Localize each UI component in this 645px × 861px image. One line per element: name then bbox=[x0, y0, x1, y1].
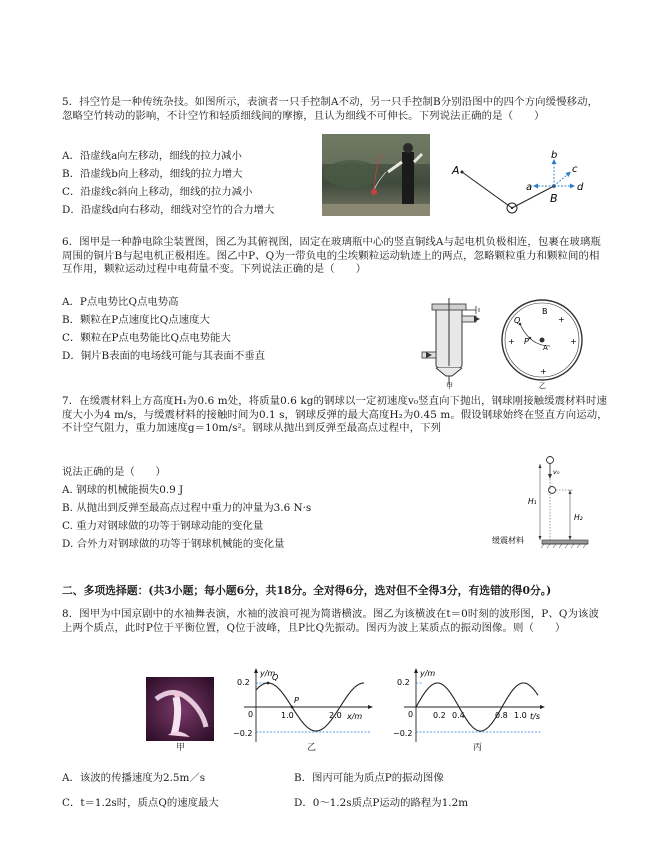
yi-label-Q: Q bbox=[514, 316, 521, 325]
yi-plus-right: + bbox=[570, 337, 577, 346]
bing-ylabel: y/m bbox=[420, 669, 436, 678]
yi-tick-1: 1.0 bbox=[281, 711, 294, 720]
diabolo-performer-photo bbox=[322, 134, 430, 216]
yi-caption: 乙 bbox=[539, 382, 546, 390]
label-c: c bbox=[572, 164, 578, 175]
yi-origin: 0 bbox=[248, 710, 254, 719]
label-H2: H₂ bbox=[574, 513, 583, 522]
yi-top-tick: 0.2 bbox=[237, 678, 250, 687]
yi-tick-2: 2.0 bbox=[329, 711, 342, 720]
q5-string-diagram bbox=[450, 148, 590, 220]
bing-top-tick: 0.2 bbox=[397, 678, 410, 687]
bing-tick-3: 0.8 bbox=[495, 711, 508, 720]
q6-option-c: C．颗粒在P点电势能比Q点电势能大 bbox=[62, 332, 231, 344]
label-material: 缓震材料 bbox=[492, 536, 524, 545]
yi-label-Q: Q bbox=[272, 673, 279, 682]
q8-sleeve-dance-photo bbox=[146, 677, 214, 741]
q7-stem-continued: 说法正确的是（ ） bbox=[62, 466, 166, 478]
q8-option-d: D．0～1.2s质点P运动的路程为1.2m bbox=[294, 797, 469, 809]
bing-origin: 0 bbox=[408, 710, 414, 719]
q8-jia-caption: 甲 bbox=[176, 743, 186, 753]
q8-stem: 8．图甲为中国京剧中的水袖舞表演，水袖的波浪可视为简谐横波。图乙为该横波在t＝0时刻的波形图，P、Q为该波上两个质点，此时P位于平衡位置，Q位于波峰，且P比Q先振动。图丙为波上某质点的振动图像。则（ ） bbox=[62, 608, 599, 634]
q7-option-c: C. 重力对钢球做的功等于钢球动能的变化量 bbox=[62, 520, 264, 532]
q8-option-b: B．图丙可能为质点P的振动图像 bbox=[294, 772, 444, 784]
label-A: A bbox=[452, 164, 460, 177]
q7-stem: 7．在缓震材料上方高度H₁为0.6 m处，将质量0.6 kg的钢球以一定初速度v₀竖直向下抛出，钢球刚接触缓震材料时速度大小为4 m/s，与缓震材料的接触时间为0.1 s，钢球反弹的最大高度H₂为0.45 m。假设钢球始终在竖直方向运动，不计空气阻力，重力加速度g＝10m/s²。钢球从抛出到反弹至最高点过程中，下列 bbox=[62, 395, 608, 435]
section-2-heading: 二、多项选择题：(共3小题；每小题6分，共18分。全对得6分，选对但不全得3分，有选错的得0分。) bbox=[62, 584, 552, 597]
bing-tick-4: 1.0 bbox=[514, 711, 527, 720]
label-b: b bbox=[551, 150, 558, 161]
q7-option-d: D. 合外力对钢球做的功等于钢球机械能的变化量 bbox=[62, 538, 285, 550]
q6-option-d: D．铜片B表面的电场线可能与其表面不垂直 bbox=[62, 350, 265, 362]
q6-option-a: A．P点电势比Q点电势高 bbox=[62, 296, 179, 308]
q5-option-b: B．沿虚线b向上移动，细线的拉力增大 bbox=[62, 168, 243, 180]
q6-fig-yi-top-view bbox=[496, 298, 588, 390]
yi-xlabel: x/m bbox=[347, 712, 363, 721]
q5-option-d: D．沿虚线d向右移动，细线对空竹的合力增大 bbox=[62, 204, 275, 216]
bing-xlabel: t/s bbox=[530, 712, 540, 721]
q7-option-a: A. 钢球的机械能损失0.9 J bbox=[62, 484, 184, 496]
q8-yi-caption: 乙 bbox=[307, 743, 317, 753]
yi-plus-bottom: + bbox=[540, 367, 547, 376]
label-d: d bbox=[577, 182, 584, 193]
q8-bing-vibration-graph bbox=[392, 666, 552, 750]
yi-plus-top: + bbox=[558, 315, 565, 324]
yi-label-B: B bbox=[542, 307, 548, 316]
q7-ball-drop-diagram bbox=[490, 454, 594, 552]
q6-fig-jia-precipitator bbox=[414, 296, 486, 390]
jia-caption: 甲 bbox=[446, 382, 453, 390]
q6-option-b: B．颗粒在P点速度比Q点速度大 bbox=[62, 314, 210, 326]
q5-option-c: C．沿虚线c斜向上移动，细线的拉力减小 bbox=[62, 186, 253, 198]
yi-ylabel: y/m bbox=[260, 669, 276, 678]
q5-stem: 5．抖空竹是一种传统杂技。如图所示，表演者一只手控制A不动，另一只手控制B分别沿图中的四个方向缓慢移动，忽略空竹转动的影响，不计空竹和轻质细线间的摩擦，且认为细线不可伸长。下列说法正确的是（ ） bbox=[62, 96, 599, 122]
yi-plus-left: + bbox=[508, 337, 515, 346]
q7-option-b: B. 从抛出到反弹至最高点过程中重力的冲量为3.6 N·s bbox=[62, 502, 312, 514]
yi-label-P: P bbox=[524, 337, 529, 346]
bing-bottom-tick: −0.2 bbox=[393, 729, 413, 738]
yi-bottom-tick: −0.2 bbox=[233, 729, 253, 738]
label-B: B bbox=[550, 192, 558, 205]
bing-tick-1: 0.2 bbox=[433, 711, 446, 720]
q8-yi-waveform bbox=[232, 666, 378, 750]
bing-tick-2: 0.4 bbox=[452, 711, 465, 720]
yi-label-P: P bbox=[294, 696, 299, 705]
label-v0: v₀ bbox=[553, 468, 560, 476]
q8-option-a: A．该波的传播速度为2.5m／s bbox=[62, 772, 206, 784]
q8-option-c: C．t＝1.2s时，质点Q的速度最大 bbox=[62, 797, 219, 809]
label-H1: H₁ bbox=[528, 497, 537, 506]
q6-stem: 6．图甲是一种静电除尘装置图，图乙为其俯视图，固定在玻璃瓶中心的竖直铜线A与起电机负极相连，包裹在玻璃瓶周围的铜片B与起电机正极相连。图乙中P、Q为一带负电的尘埃颗粒运动轨迹上的两点，忽略颗粒重力和颗粒间的相互作用，颗粒运动过程中电荷量不变。下列说法正确的是（ ） bbox=[62, 236, 601, 276]
q5-option-a: A．沿虚线a向左移动，细线的拉力减小 bbox=[62, 150, 242, 162]
yi-label-A: A bbox=[543, 344, 548, 352]
label-a: a bbox=[526, 182, 533, 193]
q8-bing-caption: 丙 bbox=[473, 743, 483, 753]
